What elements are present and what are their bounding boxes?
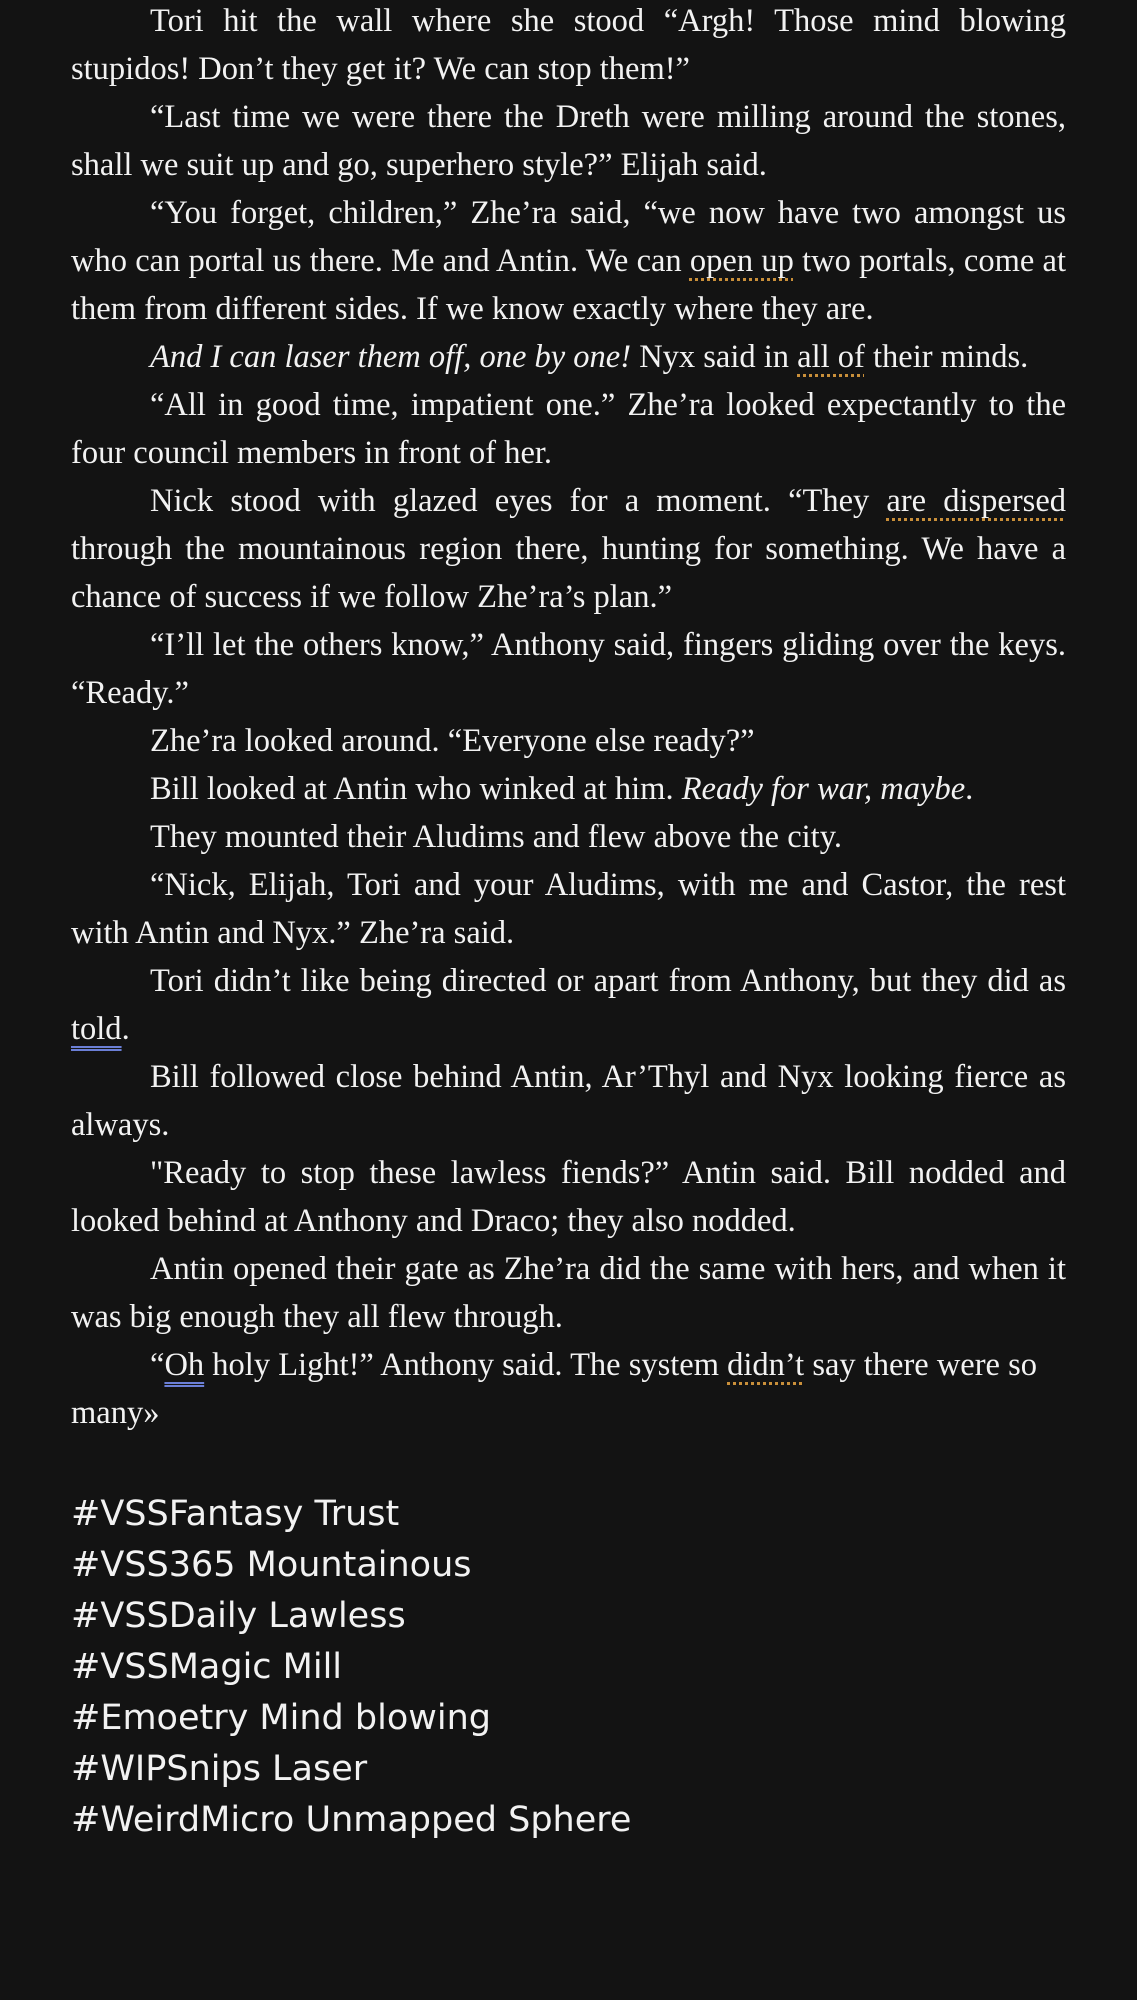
story-paragraph (71, 1245, 1066, 1341)
hashtag-line: #WIPSnips Laser (71, 1749, 368, 1789)
text-run: . (121, 1011, 130, 1047)
text-run: “ (150, 1347, 165, 1383)
spelling-suggestion[interactable]: told (71, 1011, 122, 1047)
story-paragraph (71, 189, 1066, 333)
hashtag-line: #VSSFantasy Trust (71, 1494, 400, 1534)
story-paragraph (71, 957, 1066, 1053)
grammar-suggestion[interactable]: open up (689, 243, 794, 279)
story-paragraph (71, 1149, 1066, 1245)
story-paragraph (71, 813, 1066, 861)
story-paragraph (71, 1053, 1066, 1149)
grammar-suggestion[interactable]: are dispersed (886, 483, 1066, 519)
story-paragraph (71, 1341, 1066, 1437)
italic-text: And I can laser them off, one by one! (150, 339, 632, 375)
story-paragraph (71, 621, 1066, 717)
text-run: Tori hit the wall where she stood “Argh! Those mind blowing stupidos! Don’t they get it? We can stop them!” (71, 3, 1066, 87)
hashtag-line: #Emoetry Mind blowing (71, 1698, 491, 1738)
text-run: . (965, 771, 974, 807)
story-text (71, 0, 1066, 1437)
blank-line (71, 1437, 1066, 1485)
text-run: Bill followed close behind Antin, Ar’Thyl and Nyx looking fierce as always. (71, 1059, 1066, 1143)
text-run: "Ready to stop these lawless fiends?” Antin said. Bill nodded and looked behind at Anthony and Draco; they also nodded. (71, 1155, 1066, 1239)
text-run: Tori didn’t like being directed or apart from Anthony, but they did as (150, 963, 1066, 999)
text-run: through the mountainous region there, hunting for something. We have a chance of success if we follow Zhe’ra’s plan.” (71, 531, 1066, 615)
document-body[interactable] (71, 0, 1066, 1846)
story-paragraph (71, 717, 1066, 765)
hashtag-line: #WeirdMicro Unmapped Sphere (71, 1800, 632, 1840)
text-run: Nick stood with glazed eyes for a moment. “They (150, 483, 887, 519)
italic-text: Ready for war, maybe (681, 771, 966, 807)
text-run: “I’ll let the others know,” Anthony said, fingers gliding over the keys. “Ready.” (71, 627, 1066, 711)
hashtag-line: #VSSMagic Mill (71, 1647, 343, 1687)
story-paragraph (71, 333, 1066, 381)
text-run: They mounted their Aludims and flew above the city. (150, 819, 842, 855)
story-paragraph (71, 0, 1066, 93)
text-run: “Last time we were there the Dreth were milling around the stones, shall we suit up and go, superhero style?” Elijah said. (71, 99, 1066, 183)
story-paragraph (71, 381, 1066, 477)
text-run: Zhe’ra looked around. “Everyone else ready?” (150, 723, 755, 759)
hashtag-line: #VSS365 Mountainous (71, 1545, 472, 1585)
text-run: Nyx said in (631, 339, 798, 375)
text-run: say there were so many» (71, 1347, 1038, 1431)
text-run: holy Light!” Anthony said. The system (204, 1347, 728, 1383)
grammar-suggestion[interactable]: didn’t (727, 1347, 805, 1383)
text-run: “All in good time, impatient one.” Zhe’ra looked expectantly to the four council members in front of her. (71, 387, 1066, 471)
hashtag-list (71, 1489, 1066, 1846)
hashtag-line: #VSSDaily Lawless (71, 1596, 406, 1636)
grammar-suggestion[interactable]: all of (797, 339, 865, 375)
story-paragraph (71, 477, 1066, 621)
text-run: their minds. (864, 339, 1029, 375)
text-run: “You forget, children,” Zhe’ra said, “we now have two amongst us who can portal us there. Me and Antin. We can (71, 195, 1066, 279)
text-run: Bill looked at Antin who winked at him. (150, 771, 682, 807)
story-paragraph (71, 93, 1066, 189)
story-paragraph (71, 861, 1066, 957)
text-run: two portals, come at them from different sides. If we know exactly where they are. (71, 243, 1066, 327)
story-paragraph (71, 765, 1066, 813)
text-run: “Nick, Elijah, Tori and your Aludims, with me and Castor, the rest with Antin and Nyx.” Zhe’ra said. (71, 867, 1066, 951)
text-run: Antin opened their gate as Zhe’ra did the same with hers, and when it was big enough they all flew through. (71, 1251, 1066, 1335)
spelling-suggestion[interactable]: Oh (164, 1347, 205, 1383)
